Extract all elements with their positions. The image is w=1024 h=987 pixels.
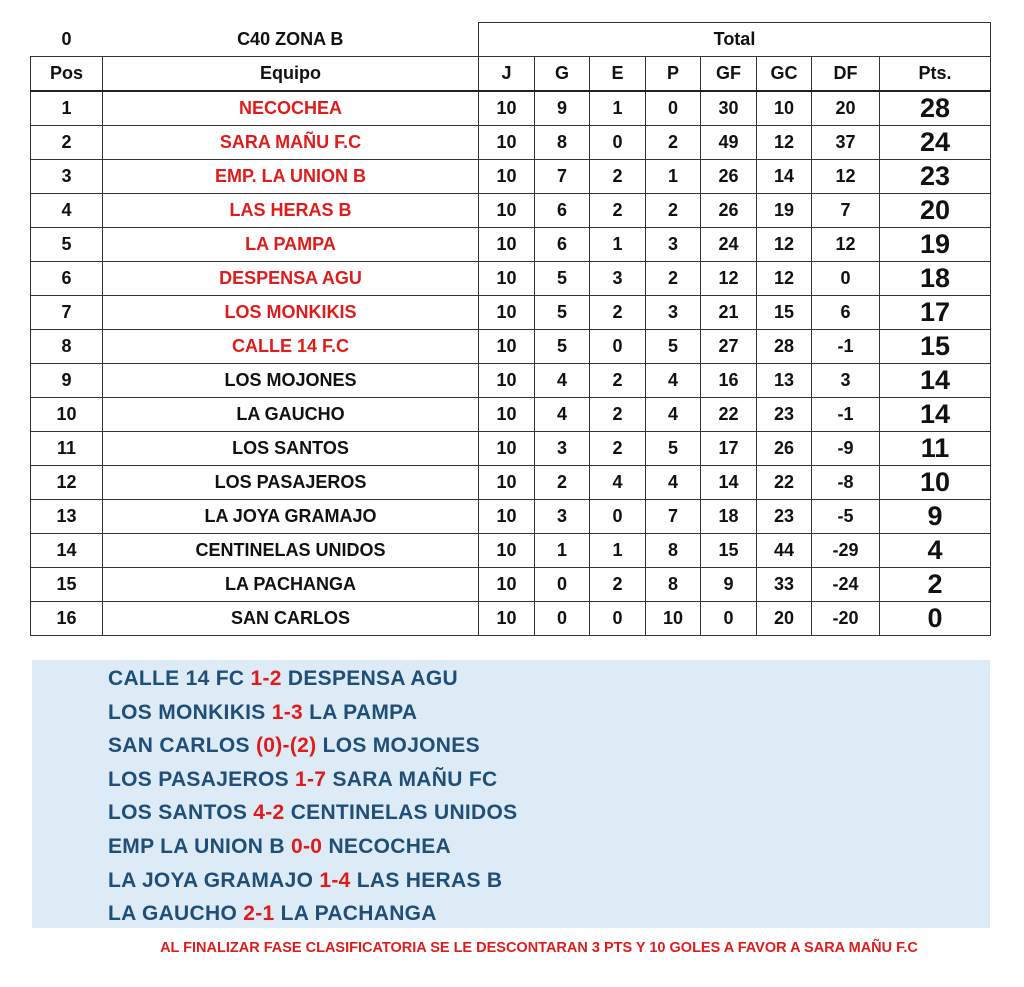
points-value: 0 xyxy=(880,602,991,636)
match-result xyxy=(108,765,517,799)
cell-df: -1 xyxy=(812,398,880,432)
points-value: 9 xyxy=(880,500,991,534)
match-result xyxy=(108,664,517,698)
cell-j: 10 xyxy=(479,534,535,568)
cell-gc: 20 xyxy=(757,602,812,636)
match-score: (0)-(2) xyxy=(255,734,317,758)
home-team: EMP LA UNION B xyxy=(108,834,285,858)
cell-gf: 26 xyxy=(701,160,757,194)
cell-g: 7 xyxy=(535,160,590,194)
cell-pos: 15 xyxy=(31,568,103,602)
cell-pos: 6 xyxy=(31,262,103,296)
cell-e: 0 xyxy=(590,602,646,636)
cell-gf: 14 xyxy=(701,466,757,500)
cell-p: 5 xyxy=(646,330,701,364)
column-header-row xyxy=(31,57,991,92)
cell-pos: 11 xyxy=(31,432,103,466)
cell-p: 3 xyxy=(646,228,701,262)
table-row xyxy=(31,91,991,126)
col-header-pos: Pos xyxy=(31,57,103,92)
cell-p: 2 xyxy=(646,262,701,296)
cell-j: 10 xyxy=(479,228,535,262)
total-group-header: Total xyxy=(479,23,991,57)
cell-gf: 17 xyxy=(701,432,757,466)
cell-pos: 4 xyxy=(31,194,103,228)
col-header-j: J xyxy=(479,57,535,92)
cell-e: 2 xyxy=(590,296,646,330)
match-result xyxy=(108,698,517,732)
cell-gc: 44 xyxy=(757,534,812,568)
cell-pos: 1 xyxy=(31,91,103,126)
cell-df: -9 xyxy=(812,432,880,466)
cell-p: 1 xyxy=(646,160,701,194)
cell-df: -8 xyxy=(812,466,880,500)
cell-p: 0 xyxy=(646,91,701,126)
team-name: DESPENSA AGU xyxy=(103,262,479,296)
cell-pos: 12 xyxy=(31,466,103,500)
col-header-e: E xyxy=(590,57,646,92)
cell-j: 10 xyxy=(479,432,535,466)
team-name: CENTINELAS UNIDOS xyxy=(103,534,479,568)
cell-gc: 26 xyxy=(757,432,812,466)
cell-df: 6 xyxy=(812,296,880,330)
cell-e: 0 xyxy=(590,126,646,160)
cell-p: 7 xyxy=(646,500,701,534)
cell-g: 0 xyxy=(535,568,590,602)
table-row xyxy=(31,602,991,636)
team-name: NECOCHEA xyxy=(103,91,479,126)
cell-df: -1 xyxy=(812,330,880,364)
col-header-df: DF xyxy=(812,57,880,92)
team-name: EMP. LA UNION B xyxy=(103,160,479,194)
cell-p: 3 xyxy=(646,296,701,330)
table-row xyxy=(31,398,991,432)
col-header-g: G xyxy=(535,57,590,92)
cell-j: 10 xyxy=(479,126,535,160)
standings-table xyxy=(30,22,991,636)
team-name: LA PAMPA xyxy=(103,228,479,262)
match-score: 1-7 xyxy=(295,767,327,791)
cell-j: 10 xyxy=(479,568,535,602)
cell-gc: 14 xyxy=(757,160,812,194)
cell-e: 0 xyxy=(590,500,646,534)
away-team: SARA MAÑU FC xyxy=(332,767,498,791)
match-result xyxy=(108,832,517,866)
match-result xyxy=(108,866,517,900)
cell-gc: 33 xyxy=(757,568,812,602)
home-team: LA JOYA GRAMAJO xyxy=(108,868,314,892)
table-row xyxy=(31,568,991,602)
cell-j: 10 xyxy=(479,466,535,500)
cell-j: 10 xyxy=(479,330,535,364)
cell-gc: 12 xyxy=(757,228,812,262)
points-value: 11 xyxy=(880,432,991,466)
cell-j: 10 xyxy=(479,194,535,228)
cell-g: 6 xyxy=(535,194,590,228)
cell-j: 10 xyxy=(479,160,535,194)
home-team: LOS MONKIKIS xyxy=(108,700,266,724)
team-name: LAS HERAS B xyxy=(103,194,479,228)
cell-g: 1 xyxy=(535,534,590,568)
cell-gc: 23 xyxy=(757,398,812,432)
table-row xyxy=(31,262,991,296)
cell-e: 1 xyxy=(590,534,646,568)
cell-gf: 18 xyxy=(701,500,757,534)
table-row xyxy=(31,330,991,364)
cell-g: 5 xyxy=(535,330,590,364)
home-team: CALLE 14 FC xyxy=(108,667,245,690)
cell-g: 4 xyxy=(535,398,590,432)
cell-gc: 28 xyxy=(757,330,812,364)
cell-e: 1 xyxy=(590,228,646,262)
cell-gf: 9 xyxy=(701,568,757,602)
cell-df: 37 xyxy=(812,126,880,160)
cell-pos: 5 xyxy=(31,228,103,262)
cell-p: 8 xyxy=(646,568,701,602)
cell-gf: 30 xyxy=(701,91,757,126)
cell-e: 2 xyxy=(590,398,646,432)
home-team: LOS PASAJEROS xyxy=(108,767,289,791)
cell-j: 10 xyxy=(479,398,535,432)
team-name: SAN CARLOS xyxy=(103,602,479,636)
match-score: 1-4 xyxy=(319,868,351,892)
points-value: 24 xyxy=(880,126,991,160)
cell-gf: 22 xyxy=(701,398,757,432)
cell-gc: 10 xyxy=(757,91,812,126)
match-score: 0-0 xyxy=(291,834,323,858)
cell-p: 2 xyxy=(646,126,701,160)
cell-gc: 23 xyxy=(757,500,812,534)
table-row xyxy=(31,194,991,228)
points-deduction-note: AL FINALIZAR FASE CLASIFICATORIA SE LE DESCONTARAN 3 PTS Y 10 GOLES A FAVOR A SARA MAÑU F.C xyxy=(160,940,918,956)
cell-df: 7 xyxy=(812,194,880,228)
cell-g: 2 xyxy=(535,466,590,500)
cell-df: 12 xyxy=(812,228,880,262)
team-name: LA GAUCHO xyxy=(103,398,479,432)
home-team: LA GAUCHO xyxy=(108,902,238,926)
cell-gc: 19 xyxy=(757,194,812,228)
cell-df: -5 xyxy=(812,500,880,534)
cell-g: 3 xyxy=(535,432,590,466)
cell-p: 5 xyxy=(646,432,701,466)
away-team: LA PAMPA xyxy=(309,700,418,724)
team-name: LOS MONKIKIS xyxy=(103,296,479,330)
cell-e: 4 xyxy=(590,466,646,500)
cell-j: 10 xyxy=(479,364,535,398)
cell-g: 5 xyxy=(535,262,590,296)
results-list xyxy=(108,664,517,933)
cell-e: 0 xyxy=(590,330,646,364)
cell-df: 0 xyxy=(812,262,880,296)
team-name: LA PACHANGA xyxy=(103,568,479,602)
team-name: LOS SANTOS xyxy=(103,432,479,466)
points-value: 20 xyxy=(880,194,991,228)
home-team: SAN CARLOS xyxy=(108,734,250,758)
points-value: 14 xyxy=(880,398,991,432)
points-value: 14 xyxy=(880,364,991,398)
points-value: 10 xyxy=(880,466,991,500)
cell-j: 10 xyxy=(479,262,535,296)
team-name: LOS MOJONES xyxy=(103,364,479,398)
points-value: 28 xyxy=(880,91,991,126)
match-score: 1-3 xyxy=(271,700,304,724)
match-score: 4-2 xyxy=(253,801,285,825)
cell-pos: 7 xyxy=(31,296,103,330)
cell-pos: 13 xyxy=(31,500,103,534)
col-header-pts: Pts. xyxy=(880,57,991,92)
cell-df: -24 xyxy=(812,568,880,602)
match-score: 2-1 xyxy=(243,902,275,926)
cell-p: 4 xyxy=(646,466,701,500)
away-team: LOS MOJONES xyxy=(322,734,480,758)
cell-df: -29 xyxy=(812,534,880,568)
cell-e: 2 xyxy=(590,432,646,466)
team-name: SARA MAÑU F.C xyxy=(103,126,479,160)
table-row xyxy=(31,296,991,330)
table-row xyxy=(31,534,991,568)
match-result xyxy=(108,798,517,832)
cell-df: 20 xyxy=(812,91,880,126)
cell-g: 4 xyxy=(535,364,590,398)
team-name: LOS PASAJEROS xyxy=(103,466,479,500)
col-header-gf: GF xyxy=(701,57,757,92)
corner-value: 0 xyxy=(31,23,103,57)
cell-gc: 15 xyxy=(757,296,812,330)
cell-g: 5 xyxy=(535,296,590,330)
cell-g: 0 xyxy=(535,602,590,636)
cell-gf: 24 xyxy=(701,228,757,262)
table-row xyxy=(31,466,991,500)
away-team: DESPENSA AGU xyxy=(287,667,458,690)
cell-g: 8 xyxy=(535,126,590,160)
cell-gc: 12 xyxy=(757,262,812,296)
cell-pos: 3 xyxy=(31,160,103,194)
match-score: 1-2 xyxy=(250,667,282,690)
points-value: 17 xyxy=(880,296,991,330)
cell-pos: 16 xyxy=(31,602,103,636)
cell-j: 10 xyxy=(479,296,535,330)
away-team: LA PACHANGA xyxy=(280,902,437,926)
cell-gf: 12 xyxy=(701,262,757,296)
points-value: 15 xyxy=(880,330,991,364)
away-team: CENTINELAS UNIDOS xyxy=(290,801,518,825)
points-value: 2 xyxy=(880,568,991,602)
cell-gf: 15 xyxy=(701,534,757,568)
match-result xyxy=(108,899,517,933)
points-value: 23 xyxy=(880,160,991,194)
cell-j: 10 xyxy=(479,602,535,636)
cell-gf: 0 xyxy=(701,602,757,636)
away-team: NECOCHEA xyxy=(328,834,452,858)
cell-gc: 13 xyxy=(757,364,812,398)
cell-j: 10 xyxy=(479,91,535,126)
cell-gf: 27 xyxy=(701,330,757,364)
cell-pos: 14 xyxy=(31,534,103,568)
tournament-title: C40 ZONA B xyxy=(103,23,479,57)
col-header-gc: GC xyxy=(757,57,812,92)
cell-gc: 22 xyxy=(757,466,812,500)
cell-e: 2 xyxy=(590,364,646,398)
match-result xyxy=(108,731,517,765)
away-team: LAS HERAS B xyxy=(356,868,503,892)
cell-p: 10 xyxy=(646,602,701,636)
cell-pos: 8 xyxy=(31,330,103,364)
col-header-p: P xyxy=(646,57,701,92)
cell-g: 9 xyxy=(535,91,590,126)
team-name: CALLE 14 F.C xyxy=(103,330,479,364)
col-header-team: Equipo xyxy=(103,57,479,92)
table-row xyxy=(31,432,991,466)
cell-df: 12 xyxy=(812,160,880,194)
cell-df: -20 xyxy=(812,602,880,636)
home-team: LOS SANTOS xyxy=(108,801,248,825)
points-value: 19 xyxy=(880,228,991,262)
table-row xyxy=(31,160,991,194)
cell-g: 6 xyxy=(535,228,590,262)
cell-g: 3 xyxy=(535,500,590,534)
cell-gf: 26 xyxy=(701,194,757,228)
table-row xyxy=(31,500,991,534)
cell-e: 2 xyxy=(590,160,646,194)
cell-p: 8 xyxy=(646,534,701,568)
team-name: LA JOYA GRAMAJO xyxy=(103,500,479,534)
cell-df: 3 xyxy=(812,364,880,398)
table-title-row xyxy=(31,23,991,57)
cell-j: 10 xyxy=(479,500,535,534)
cell-pos: 10 xyxy=(31,398,103,432)
cell-e: 2 xyxy=(590,568,646,602)
table-row xyxy=(31,228,991,262)
cell-pos: 2 xyxy=(31,126,103,160)
cell-p: 2 xyxy=(646,194,701,228)
cell-gc: 12 xyxy=(757,126,812,160)
cell-e: 1 xyxy=(590,91,646,126)
cell-gf: 16 xyxy=(701,364,757,398)
cell-p: 4 xyxy=(646,398,701,432)
cell-gf: 49 xyxy=(701,126,757,160)
cell-pos: 9 xyxy=(31,364,103,398)
cell-e: 3 xyxy=(590,262,646,296)
table-row xyxy=(31,364,991,398)
cell-p: 4 xyxy=(646,364,701,398)
cell-gf: 21 xyxy=(701,296,757,330)
points-value: 4 xyxy=(880,534,991,568)
table-row xyxy=(31,126,991,160)
cell-e: 2 xyxy=(590,194,646,228)
points-value: 18 xyxy=(880,262,991,296)
